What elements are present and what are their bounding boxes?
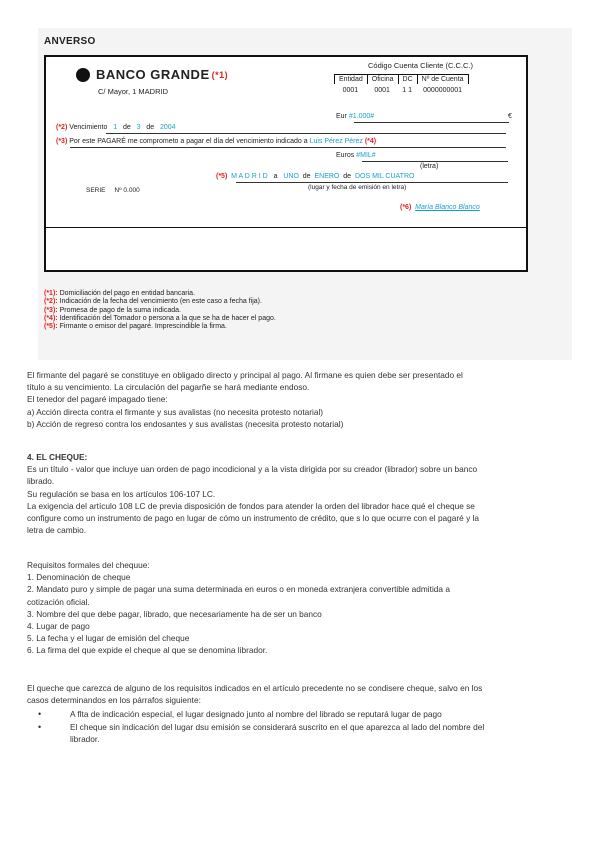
footnote-2: (*2): Indicación de la fecha del vencimiento (en este caso a fecha fija). <box>44 298 262 306</box>
vencimiento-line <box>106 133 506 134</box>
ccc-col-oficina: Oficina 0001 <box>367 74 398 94</box>
promise-row: (*3) Por este PAGARÉ me comprometo a pagar el día del vencimiento indicado a Luis Pérez Pérez (*4) <box>56 138 377 145</box>
footnote-1: (*1): Domiciliación del pago en entidad bancaria. <box>44 290 195 297</box>
bullet-icon: • <box>38 722 42 732</box>
eur-symbol: € <box>508 113 512 120</box>
mark-1: (*1) <box>211 69 229 80</box>
euros-line <box>362 161 508 162</box>
letra-caption: (letra) <box>420 163 439 170</box>
ccc-table <box>334 74 469 94</box>
cheque-section: 4. EL CHEQUE: Es un título - valor que incluye uan orden de pago incodicional y a la vista dirigida por su creador (librador) sobre un banco librado. Su regulación se basa en los artículos 106-107 LC. La exigencia del artículo 108 LC de previa disposición de fondos para atender la orden del librador hace qué el cheque se configure como un instrumento de pago en lugar de cómo un instrumento de crédito, que s lo que ocurre con el pagaré y la letra de cambio. <box>27 451 575 536</box>
anverso-heading: ANVERSO <box>44 36 96 47</box>
footnote-5: (*5): Firmante o emisor del pagaré. Imprescindible la firma. <box>44 323 227 331</box>
bullet-item-2: • El cheque sin indicación del lugar dsu emisión se considerará suscrito en el que aparezca al lado del nombre del librador. <box>38 722 485 744</box>
euros-amount: Euros #MIL# <box>336 152 376 159</box>
bullet-icon: • <box>38 709 42 719</box>
check-divider <box>46 227 526 228</box>
eur-line <box>354 122 509 123</box>
pagare-paragraph: El firmante del pagaré se constituye en obligado directo y principal al pago. Al firmane es quien debe ser presentado el título a su vencimiento. La circulación del pagarñe se hará mediante endoso. El tenedor del pagaré impagado tiene: a) Acción directa contra el firmante y sus avalistas (no necesita protesto notarial) b) Acción de regreso contra los endosantes y sus avalistas (necesita protesto notarial) <box>27 370 463 429</box>
signature: María Blanco Blanco <box>415 204 480 211</box>
promise-line <box>70 147 506 148</box>
place-date-row: (*5) M A D R I D a UNO de ENERO de DOS MIL CUATRO <box>216 173 415 180</box>
requisitos-list: Requisitos formales del chequue: 1. Denominación de cheque 2. Mandato puro y simple de pagar una suma determinada en euros o en moneda extranjera convertible admitida a cotización oficial. 3. Nombre del que debe pagar, librado, que necesariamente ha de ser un banco 4. Lugar de pago 5. La fecha y el lugar de emisión del cheque 6. La firma del que expide el cheque al que se denomina librador. <box>27 560 450 656</box>
footnotes <box>44 290 276 331</box>
ccc-col-cuenta: Nº de Cuenta 0000000001 <box>417 74 469 94</box>
place-caption: (lugar y fecha de emisión en letra) <box>308 184 407 191</box>
ccc-title: Código Cuenta Cliente (C.C.C.) <box>368 61 474 70</box>
bank-logo-dot <box>76 68 90 82</box>
serie: SERIE Nº 0.000 <box>86 187 140 194</box>
footnote-3: (*3): Promesa de pago de la suma indicada. <box>44 306 181 314</box>
ccc-col-dc: DC 1 1 <box>398 74 417 94</box>
footnote-4: (*4): Identificación del Tomador o persona a la que se ha de hacer el pago. <box>44 314 276 322</box>
bank-address: C/ Mayor, 1 MADRID <box>98 87 169 96</box>
cheque-heading: 4. EL CHEQUE: <box>27 452 88 462</box>
ccc-col-entidad: Entidad 0001 <box>334 74 367 94</box>
signature-row: (*6) María Blanco Blanco <box>400 204 480 211</box>
bank-name: BANCO GRANDE (*1) <box>76 67 228 82</box>
eur-amount: Eur #1.000# <box>336 113 375 120</box>
closing-paragraph: El queche que carezca de alguno de los requisitos indicados en el artículo precedente no se condisere cheque, salvo en los casos determinandos en los párrafos siguiente: <box>27 683 483 706</box>
pagare-check <box>44 55 528 272</box>
vencimiento-row: (*2) Vencimiento 1 de 3 de 2004 <box>56 124 176 131</box>
bullet-item-1: • A flta de indicación especial, el lugar designado junto al nombre del librado se reputará lugar de pago <box>38 709 442 719</box>
place-line <box>236 182 508 183</box>
